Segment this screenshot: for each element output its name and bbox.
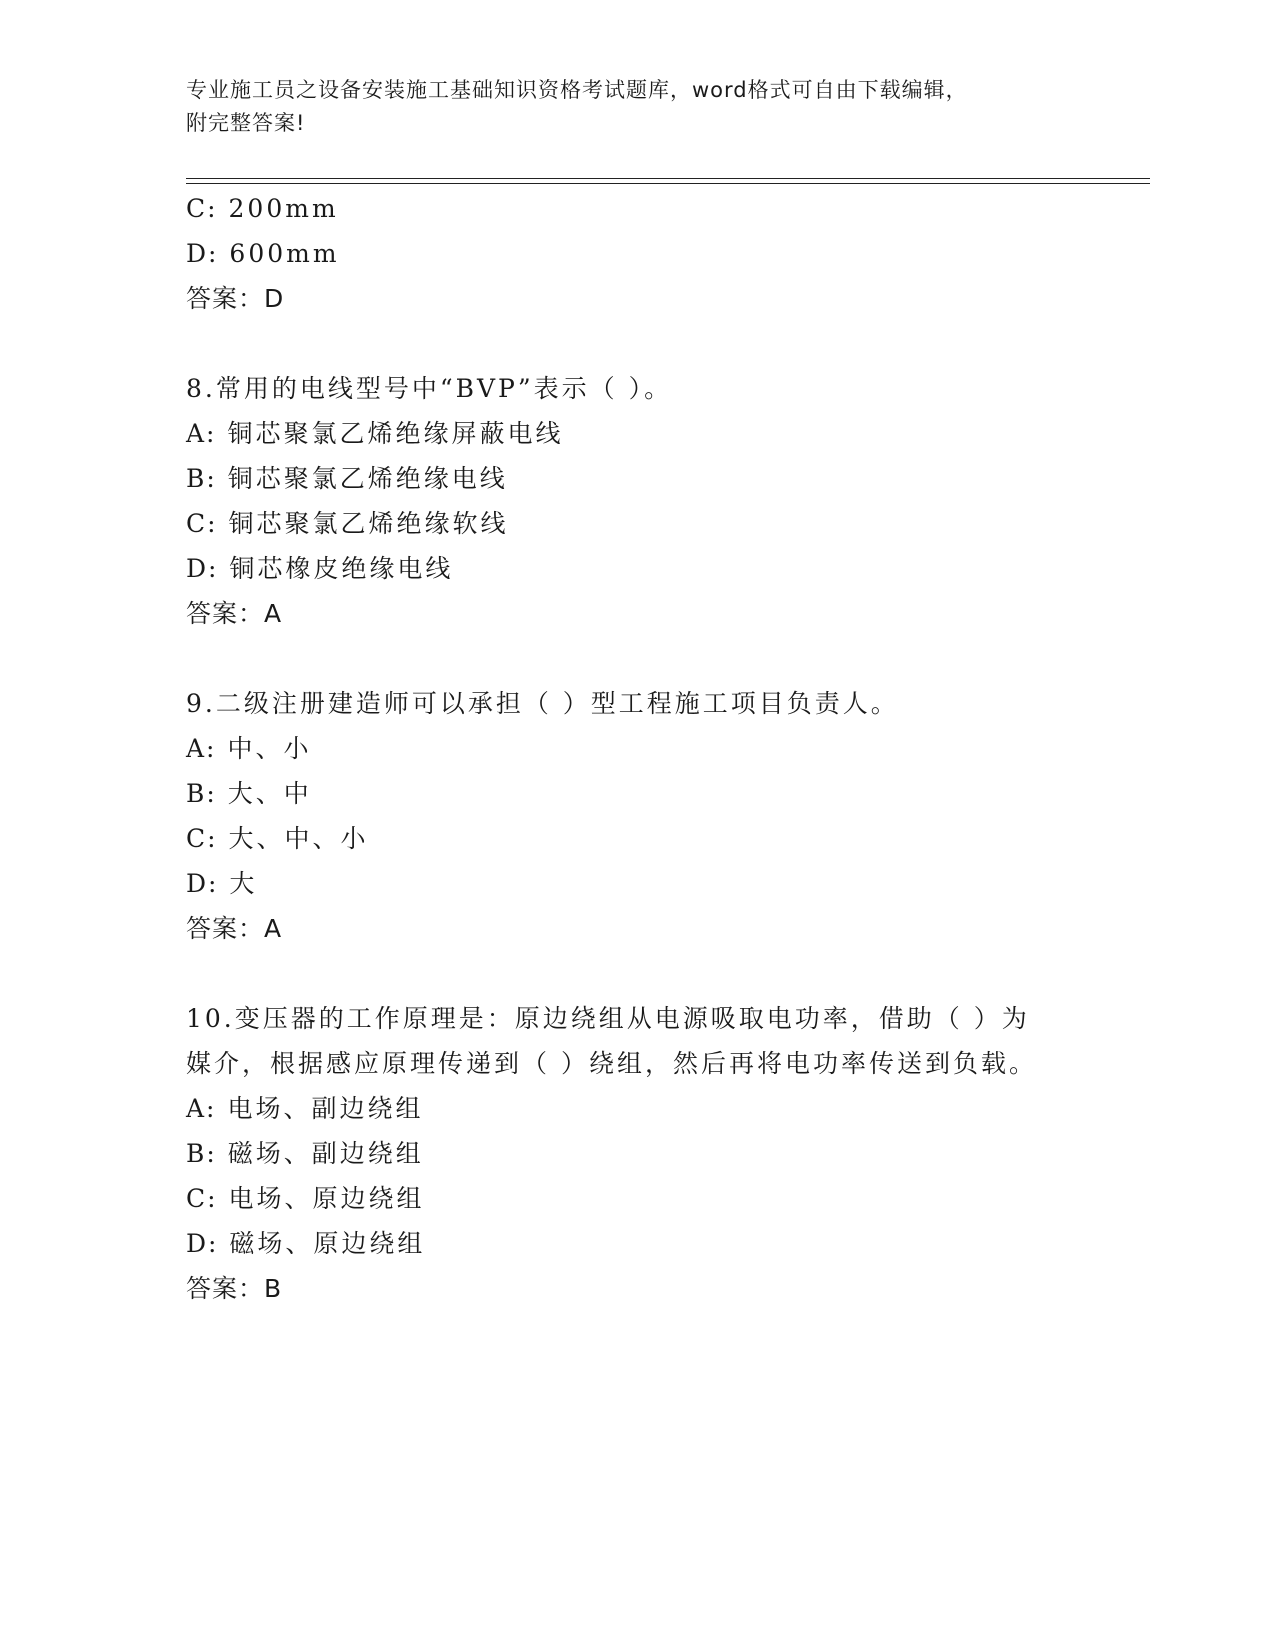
answer: 答案：D	[186, 284, 285, 313]
option-c: C: 铜芯聚氯乙烯绝缘软线	[186, 509, 509, 538]
answer: 答案：A	[186, 914, 283, 943]
option-c: C: 大、中、小	[186, 824, 369, 853]
option-d: D: 600mm	[186, 239, 340, 268]
document-header	[186, 74, 1086, 140]
option-d: D: 磁场、原边绕组	[186, 1229, 426, 1258]
option-a: A: 电场、副边绕组	[186, 1094, 424, 1123]
header-line-1: 专业施工员之设备安装施工基础知识资格考试题库，word格式可自由下载编辑，	[186, 78, 968, 102]
header-divider-bottom	[186, 183, 1150, 184]
header-line-2: 附完整答案!	[186, 111, 306, 135]
option-c: C: 200mm	[186, 194, 339, 223]
question-text: 10.变压器的工作原理是：原边绕组从电源吸取电功率，借助（ ）为	[186, 1004, 1030, 1033]
question-text: 8.常用的电线型号中“BVP”表示（ ）。	[186, 374, 673, 403]
option-b: B: 磁场、副边绕组	[186, 1139, 424, 1168]
option-d: D: 铜芯橡皮绝缘电线	[186, 554, 454, 583]
option-b: B: 铜芯聚氯乙烯绝缘电线	[186, 464, 508, 493]
header-divider-top	[186, 178, 1150, 179]
option-d: D: 大	[186, 869, 258, 898]
option-a: A: 铜芯聚氯乙烯绝缘屏蔽电线	[186, 419, 564, 448]
option-c: C: 电场、原边绕组	[186, 1184, 425, 1213]
option-a: A: 中、小	[186, 734, 312, 763]
option-b: B: 大、中	[186, 779, 312, 808]
question-text: 9.二级注册建造师可以承担（ ）型工程施工项目负责人。	[186, 689, 899, 718]
answer: 答案：B	[186, 1274, 283, 1303]
answer: 答案：A	[186, 599, 283, 628]
question-text-continued: 媒介，根据感应原理传递到（ ）绕组，然后再将电功率传送到负载。	[186, 1049, 1037, 1078]
